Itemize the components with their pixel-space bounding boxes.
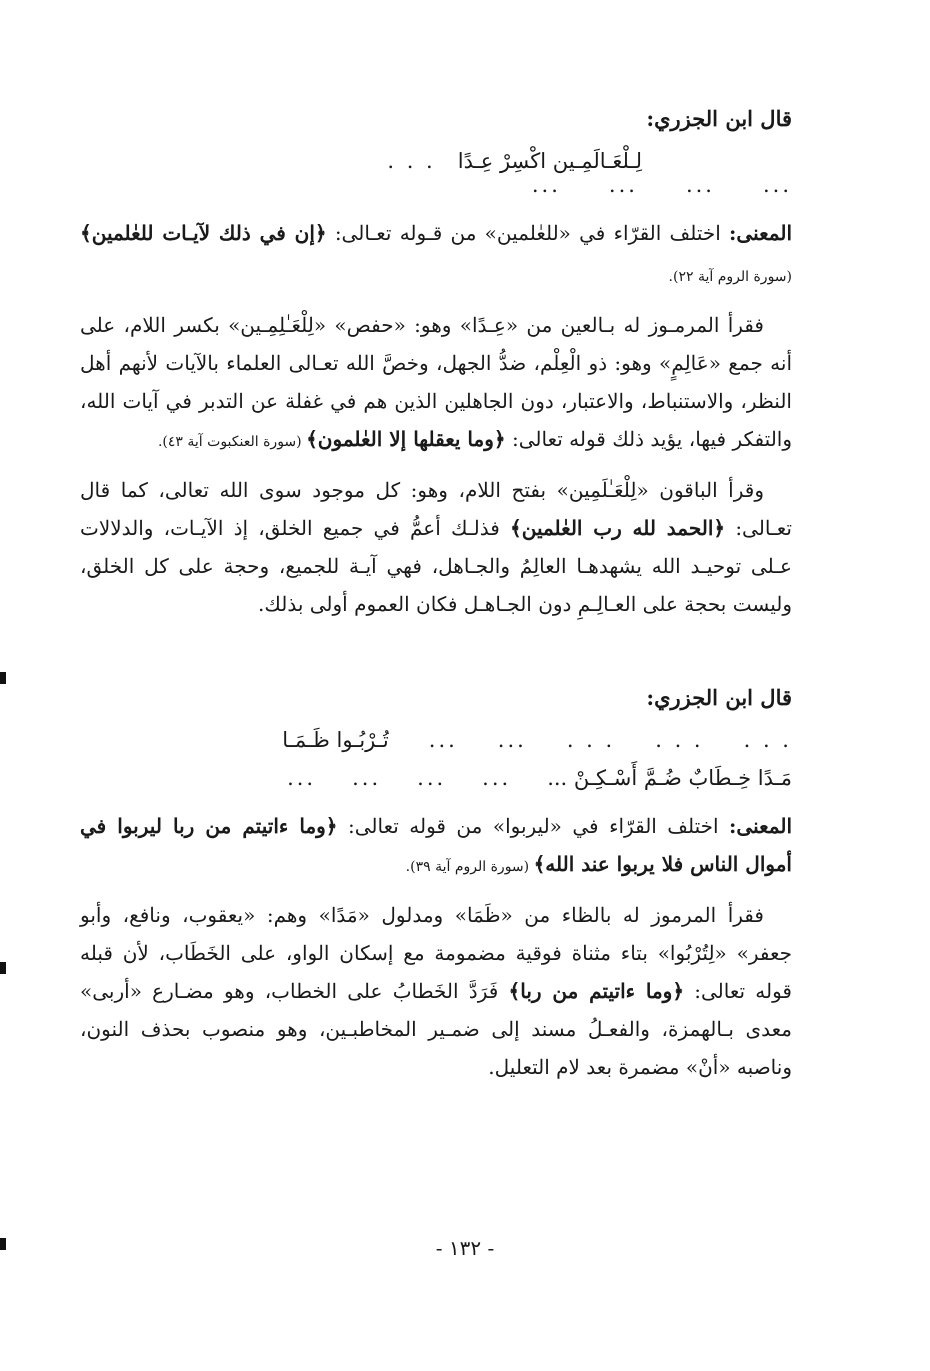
page-content (80, 100, 792, 1086)
verse-ellipsis: ... (608, 173, 638, 197)
verse-ellipsis: . . . (566, 728, 616, 752)
ayah-reference: (سورة الروم آية ٢٢). (668, 269, 792, 285)
quran-ayah: ﴿وما ءاتيتم من ربا ليربوا في أموال الناس فلا يربوا عند الله﴾ (80, 814, 792, 876)
verse-ellipsis: . . . (387, 149, 436, 173)
scan-margin-mark (0, 962, 6, 974)
quran-ayah: ﴿وما ءاتيتم من ربا﴾ (508, 979, 685, 1003)
paragraph-text: فذلـك أعمُّ في جميع الخلق، إذ الآيـات، والدلالات عـلى توحيـد الله يشهدهـا العالِمُ والجـاهل، فهي آيـة للجميع، وحجة على كل الخلق، وليست بحجة على العـالِـمِ دون الجـاهـل فكان العموم أولى بذلك. (80, 516, 792, 616)
verse-line (80, 721, 792, 759)
body-paragraph (80, 306, 792, 461)
body-paragraph (80, 471, 792, 623)
verse-ellipsis: ... (417, 766, 447, 790)
body-paragraph (80, 896, 792, 1086)
ayah-reference: (سورة العنكبوت آية ٤٣). (157, 434, 307, 450)
verse-ellipsis: ... (428, 728, 458, 752)
meaning-text: اختلف القرّاء في «للعٰلمين» من قـوله تعـالى: (326, 221, 730, 245)
meaning-label: المعنى: (729, 221, 792, 245)
paragraph-text: وقرأ الباقون «لِلْعَـٰلَمِين» بفتح اللام، وهو: كل موجود سوى الله تعالى، كما قال تعـالى: (80, 478, 792, 540)
verse-ellipsis: . . . (743, 728, 792, 752)
scan-margin-mark (0, 1238, 6, 1250)
verse-ellipsis: . . . (655, 728, 704, 752)
scan-margin-mark (0, 672, 6, 684)
meaning-text: اختلف القرّاء في «ليربوا» من قوله تعالى: (337, 814, 730, 838)
page-number: - ١٣٢ - (435, 1236, 495, 1260)
verse-text: مَـدًا خِـطَابٌ ضُـمَّ أَسْـكِـنْ ... (547, 766, 792, 790)
verse-ellipsis: ... (762, 173, 792, 197)
quran-ayah: ﴿وما يعقلها إلا العٰلمون﴾ (306, 427, 506, 451)
meaning-paragraph (80, 807, 792, 886)
paragraph-text: فقرأ المرمـوز له بـالعين من «عِـدًا» وهو: «حفص» «لِلْعَـٰلِمِـين» بكسر اللام، على أنه جمع «عَالِمٍ» وهو: ذو الْعِلْم، ضدُّ الجهل، وخصَّ الله تعـالى العلماء بالآيات لأنهم أهل النظر، والاستنباط، والاعتبار، دون الجاهلين الذين هم في غفلة عن التدبر في آيات الله، والتفكر فيها، يؤيد ذلك قوله تعالى: (80, 313, 792, 451)
verse-ellipsis: ... (497, 728, 527, 752)
verse-ellipsis: ... (531, 173, 561, 197)
quran-ayah: ﴿الحمد لله رب العٰلمين﴾ (510, 516, 726, 540)
verse-ellipsis: ... (482, 766, 512, 790)
section-heading: قال ابن الجزري: (646, 685, 792, 710)
ayah-reference: (سورة الروم آية ٣٩). (405, 859, 534, 875)
verse-ellipsis: ... (287, 766, 317, 790)
meaning-label: المعنى: (729, 814, 792, 838)
verse-line-dots (80, 166, 792, 204)
verse-ellipsis: ... (685, 173, 715, 197)
paragraph-text: فَرَدَّ الخَطابُ على الخطاب، وهو مضـارع «أربى» معدى بـالهمزة، والفعـلُ مسند إلى ضمـير المخاطبـين، وهو منصوب بحذف النون، وناصبه «أنْ» مضمرة بعد لام التعليل. (80, 979, 792, 1079)
meaning-paragraph (80, 214, 792, 296)
section-heading: قال ابن الجزري: (646, 106, 792, 131)
verse-ellipsis: ... (352, 766, 382, 790)
quran-ayah: ﴿إن في ذلك لآيـات للعٰلمين﴾ (80, 221, 327, 245)
verse-text: لِـلْعَـالَمِـين اكْسِرْ عِـدًا (457, 149, 642, 173)
verse-line (80, 759, 792, 797)
paragraph-text: فقرأ المرموز له بالظاء من «ظَمَا» ومدلول «مَدًا» وهم: «يعقوب، ونافع، وأبو جعفر» «لِتُرْبُوا» بتاء مثناة فوقية مضمومة مع إسكان الواو، على الخَطَاب، لأن قبله قوله تعالى: (80, 903, 792, 1003)
verse-text: تُـرْبُـوا ظَـمَـا (282, 728, 389, 752)
